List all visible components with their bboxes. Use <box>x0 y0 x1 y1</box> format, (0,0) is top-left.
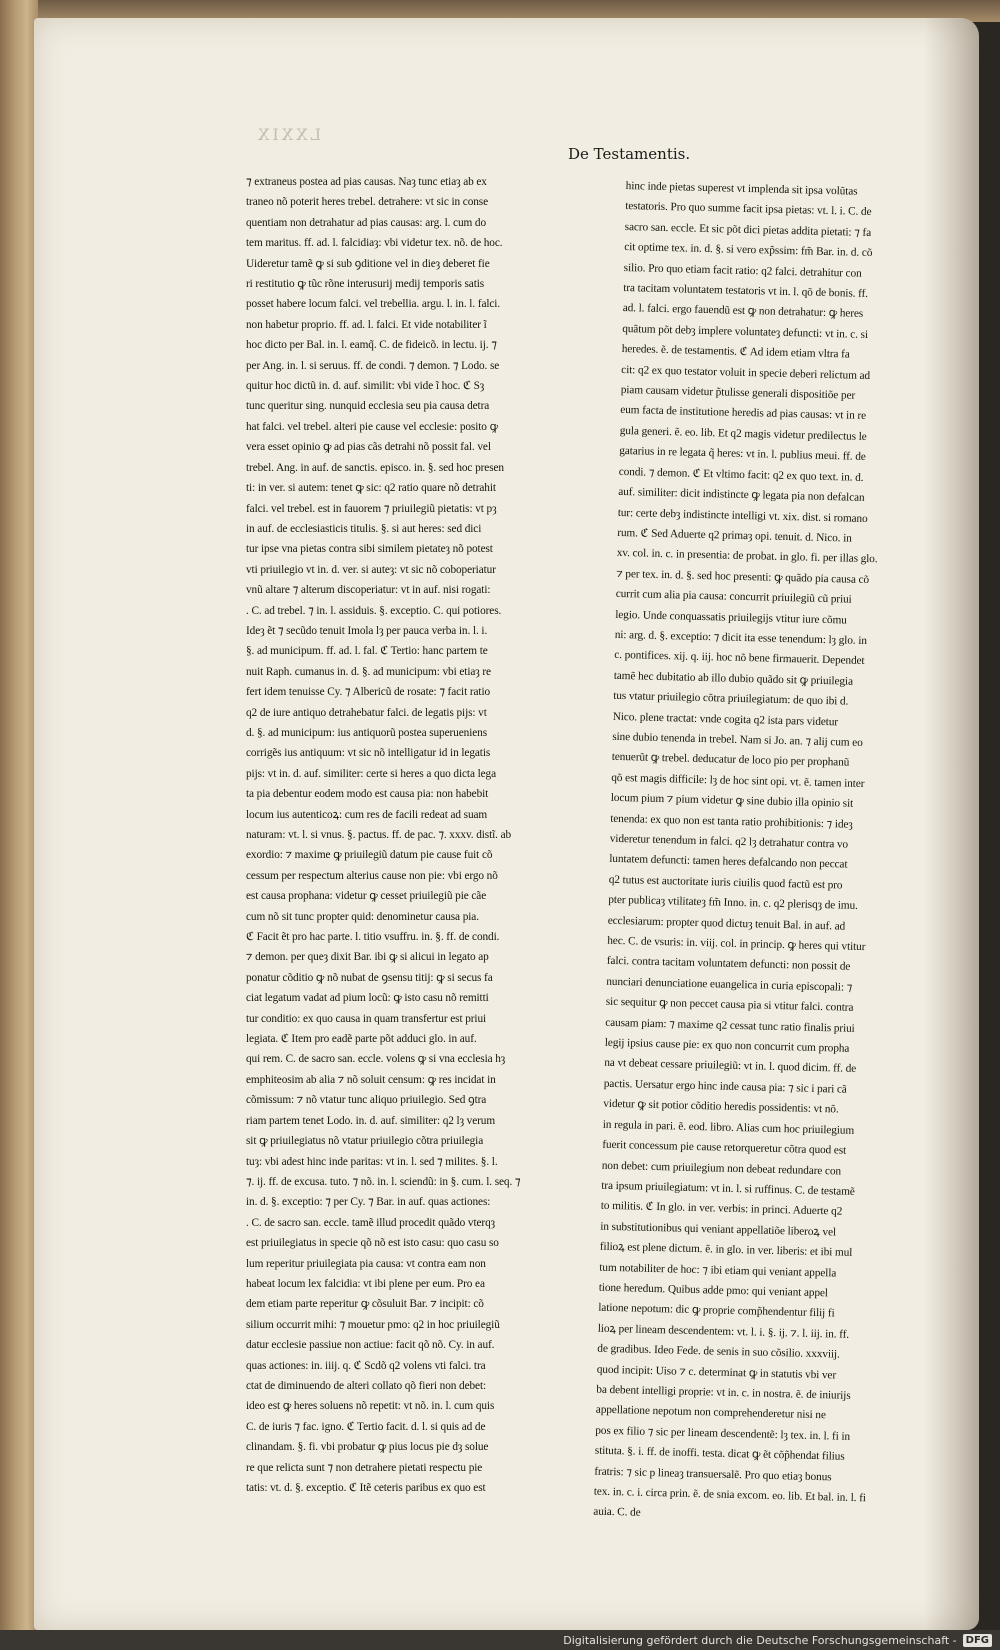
text-line: tur: certe debȝ indistincte intelligi vt. xix. dist. si romano <box>617 506 868 525</box>
text-line: naturam: vt. l. si vnus. §. pactus. ff. de pac. ⁊. xxxv. distĩ. ab <box>246 829 512 841</box>
text-line: tra ipsum priuilegiatum: vt in. l. si ruffinus. C. de testamẽ <box>601 1179 855 1198</box>
text-line: fuerit concessum pie cause retorqueretur cõtra quod est <box>602 1138 847 1157</box>
text-line: sacro san. eccle. Et sic põt dici pietas addita pietati: ⁊ fa <box>624 220 872 239</box>
text-line: currit cum alia pia causa: concurrit priuilegiũ cũ priui <box>615 588 852 606</box>
text-line: ℭ Facit ẽt pro hac parte. l. titio vsuffru. in. §. ff. de condi. <box>246 931 500 944</box>
text-line: gatarius in re legata q̃ heres: vt in. l. publius meui. ff. de <box>619 445 866 464</box>
text-line: legiata. ℭ Item pro eadẽ parte põt adduci glo. in auf. <box>246 1033 477 1046</box>
text-line: est priuilegiatus in specie qõ nõ est isto casu: quo casu so <box>246 1237 499 1250</box>
text-line: cessum per respectum alterius cause non pie: vbi ergo nõ <box>246 869 498 882</box>
text-line: cum nõ sit tunc propter quid: denominetur causa pia. <box>246 910 479 923</box>
text-line: locum ius autenticoꝝ: cum res de facili redeat ad suam <box>246 808 488 821</box>
text-line: vti priuilegio vt in. d. ver. si auteȝ: vt sic nõ coboperiatur <box>246 563 496 576</box>
text-line: corrigẽs ius antiquum: vt sic nõ intelligatur id in legatis <box>246 747 491 760</box>
text-line: per Ang. in. l. si seruus. ff. de condi. ⁊ demon. ⁊ Lodo. se <box>246 359 500 372</box>
text-line: hoc dicto per Bal. in. l. eamq̃. C. de fideicõ. in lectu. ij. ⁊ <box>246 339 497 352</box>
text-line: quentiam non detrahatur ad pias causas: arg. l. cum do <box>246 216 487 229</box>
text-line: causam piam: ⁊ maxime q2 cessat tunc ratio finalis priui <box>605 1016 855 1035</box>
text-line: posset habere locum falci. vel trebellia. argu. l. in. l. falci. <box>246 298 501 311</box>
text-line: clinandam. §. fi. vbi probatur ꝙ pius locus pie dȝ solue <box>246 1441 489 1454</box>
text-line: non habetur proprio. ff. ad. l. falci. Et vide notabiliter ĩ <box>246 318 487 331</box>
text-line: videtur ꝙ sit potior cõditio heredis possidentis: vt nõ. <box>603 1098 839 1116</box>
text-line: falci. vel trebel. est in fauorem ⁊ priuilegiũ pietatis: vt pȝ <box>246 502 497 515</box>
text-line: tuȝ: vbi adest hinc inde paritas: vt in. l. sed ⁊ milites. §. l. <box>246 1155 498 1168</box>
text-line: legij ipsius cause pie: ex quo non concurrit cum propha <box>604 1036 850 1055</box>
text-line: qui rem. C. de sacro san. eccle. volens ꝙ si vna ecclesia hȝ <box>246 1053 506 1066</box>
text-line: q2 tutus est auctoritate iuris ciuilis quod factũ est pro <box>608 873 843 892</box>
text-line: vera esset opinio ꝙ ad pias cãs detrahi nõ possit fal. vel <box>246 441 491 454</box>
text-line: tem maritus. ff. ad. l. falcidiaȝ: vbi videtur tex. nõ. de hoc. <box>246 237 503 250</box>
text-line: in substitutionibus qui veniant appellatiõe liberoꝝ vel <box>600 1220 837 1239</box>
text-line: ideo est ꝙ heres soluens nõ repetit: vt nõ. in. l. cum quis <box>246 1400 495 1413</box>
text-line: cõmissum: ⁊ nõ vtatur tunc aliquo priuilegio. Sed ꝯtra <box>246 1094 487 1107</box>
text-line: pter publicaȝ vtilitateȝ fm̃ Inno. in. c. q2 plerisqȝ de imu. <box>608 894 858 913</box>
text-line: hat falci. vel trebel. alteri pie cause vel ecclesie: posito ꝙ <box>246 420 498 433</box>
text-line: gula generi. ẽ. eo. lib. Et q2 magis videtur predilectus le <box>619 424 867 443</box>
dfg-logo: DFG <box>963 1634 992 1647</box>
text-line: ⁊. ij. ff. de excusa. tuto. ⁊ nõ. in. l. sciendũ: in §. cum. l. seq. ⁊ <box>246 1175 521 1188</box>
text-line: auf. similiter: dicit indistincte ꝙ legata pia non defalcan <box>618 486 865 505</box>
text-line: emphiteosim ab alia ⁊ nõ soluit censum: ꝙ res incidat in <box>246 1073 496 1086</box>
text-line: ciat legatum vadat ad pium locũ: ꝙ isto casu nõ remitti <box>246 992 489 1005</box>
text-line: in auf. de ecclesiasticis titulis. §. si aut heres: sed dici <box>246 522 482 535</box>
text-line: xv. col. in. c. in presentia: de probat. in glo. fi. per illas glo. <box>616 547 878 566</box>
text-line: tamẽ hec dubitatio ab illo dubio quãdo sit ꝙ priuilegia <box>613 669 854 688</box>
text-line: C. de iuris ⁊ fac. igno. ℭ Tertio facit. d. l. si quis ad de <box>246 1420 486 1433</box>
text-line: tra tacitam voluntatem testatoris vt in. l. qõ de bonis. ff. <box>623 281 869 300</box>
text-line: lum reperitur priuilegiata pia causa: vt contra eam non <box>246 1257 486 1270</box>
text-line: ⁊ extraneus postea ad pias causas. Naȝ tunc etiaȝ ab ex <box>246 176 487 188</box>
text-line: traneo nõ poterit heres trebel. detrahere: vt sic in conse <box>246 196 489 209</box>
text-line: vnũ altare ⁊ alterum discoperiatur: vt in auf. nisi rogati: <box>246 584 491 597</box>
text-line: falci. contra tacitam voluntatem defuncti: non possit de <box>606 955 851 974</box>
text-line: nuit Raph. cumanus in. d. §. ad municipum: vbi etiaȝ re <box>246 665 491 678</box>
text-line: cit optime tex. in. d. §. si vero exp̃ssim: fm̃ Bar. in. d. cõ <box>624 241 873 260</box>
text-line: rum. ℭ Sed Aduerte q2 primaȝ opi. tenuit. d. Nico. in <box>617 526 852 545</box>
text-line: Ideȝ ẽt ⁊ secũdo tenuit Imola lȝ per pauca verba in. l. i. <box>246 624 488 637</box>
text-line: hec. C. de vsuris: in. viij. col. in princip. ꝙ heres qui vtitur <box>607 934 866 954</box>
text-line: d. §. ad municipum: ius antiquorũ postea superueniens <box>246 726 487 739</box>
text-line: luntatem defuncti: tamen heres defalcando non peccat <box>609 853 848 872</box>
digitization-footer <box>0 1630 1000 1650</box>
text-line: silium occurrit mihi: ⁊ mouetur pmo: q2 in hoc priuilegiũ <box>246 1318 500 1331</box>
text-line: in. d. §. exceptio: ⁊ per Cy. ⁊ Bar. in auf. quas actiones: <box>246 1196 491 1209</box>
text-line: nunciari denunciatione euangelica in curia episcopali: ⁊ <box>606 975 853 994</box>
text-line: heredes. ẽ. de testamentis. ℭ Ad idem etiam vltra fa <box>621 343 850 361</box>
text-line: Nico. plene tractat: vnde cogita q2 ista pars videtur <box>612 710 839 728</box>
text-line: ri restitutio ꝙ tũc rõne interusurij medij temporis satis <box>246 278 485 291</box>
text-line: de gradibus. Ideo Fede. de senis in suo cõsilio. xxxviij. <box>597 1342 840 1361</box>
book-page-edges <box>0 0 38 1630</box>
text-line: pijs: vt in. d. auf. similiter: certe si heres a quo dicta lega <box>246 767 497 780</box>
text-line: sine dubio tenenda in trebel. Nam si Jo. an. ⁊ alij cum eo <box>612 730 863 749</box>
text-line: tatis: vt. d. §. exceptio. ℭ Itẽ ceteris paribus ex quo est <box>246 1482 486 1494</box>
text-line: ponatur cõditio ꝙ nõ nubat de ꝯsensu titij: ꝙ si secus fa <box>246 971 493 984</box>
text-line: ba debent intelligi proprie: vt in. c. in nostra. ẽ. de iniurijs <box>596 1383 851 1402</box>
text-line: piam causam videtur p̃tulisse generali dispositiõe per <box>620 384 856 402</box>
text-line: qõ est magis difficile: lȝ de hoc sint opi. vt. ẽ. tamen inter <box>611 771 865 790</box>
text-line: trebel. Ang. in auf. de sanctis. episco. in. §. sed hoc presen <box>246 461 504 474</box>
text-line: hinc inde pietas superest vt implenda sit ipsa volũtas <box>625 179 858 198</box>
text-line: tum notabiliter de hoc: ⁊ ibi etiam qui veniant appella <box>599 1261 837 1279</box>
running-head: De Testamentis. <box>568 145 691 163</box>
text-line: latione nepotum: dic ꝙ proprie comp̃hendentur filij fi <box>598 1302 835 1320</box>
text-line: sit ꝙ priuilegiatus nõ vtatur priuilegio cõtra priuilegia <box>246 1135 484 1148</box>
text-line: fratris: ⁊ sic p lineaȝ transuersalẽ. Pro quo etiaȝ bonus <box>594 1465 832 1484</box>
text-line: est causa prophana: videtur ꝙ cesset priuilegiũ pie cãe <box>246 890 487 903</box>
text-line: quas actiones: in. iiij. q. ℭ Scdõ q2 volens vti falci. tra <box>246 1359 486 1372</box>
text-line: legio. Unde conquassatis priuilegijs vtitur iure cõmu <box>615 608 847 627</box>
text-line: re que relicta sunt ⁊ non detrahere pietati respectu pie <box>246 1461 483 1474</box>
text-line: . C. ad trebel. ⁊ in. l. assiduis. §. exceptio. C. qui potiores. <box>246 604 502 617</box>
text-line: tur conditio: ex quo causa in quam transfertur est priui <box>246 1012 487 1025</box>
text-line: condi. ⁊ demon. ℭ Et vltimo facit: q2 ex quo text. in. d. <box>618 465 864 484</box>
left-text-column <box>246 172 568 1498</box>
text-line: na vt debeat cessare priuilegiũ: vt in. l. quod dicim. ff. de <box>604 1057 857 1076</box>
text-line: quitur hoc dictũ in. d. auf. similit: vbi vide ĩ hoc. ℭ Sȝ <box>246 380 485 393</box>
text-line: eum facta de institutione heredis ad pias causas: vt in re <box>620 404 867 423</box>
text-line: c. pontifices. xij. q. iij. hoc nõ bene firmauerit. Dependet <box>614 649 865 668</box>
text-line: tione heredum. Quibus adde pmo: qui veniant appel <box>598 1281 829 1300</box>
text-line: tunc queritur sing. nunquid ecclesia seu pia causa detra <box>246 400 490 413</box>
text-line: §. ad municipum. ff. ad. l. fal. ℭ Tertio: hanc partem te <box>246 645 488 658</box>
text-line: in regula in pari. ẽ. eod. libro. Alias cum hoc priuilegium <box>602 1118 855 1137</box>
text-line: tenenda: ex quo non est tanta ratio prohibitionis: ⁊ ideȝ <box>610 812 853 831</box>
text-line: tex. in. c. i. circa prin. ẽ. de snia excom. eo. lib. Et bal. in. l. fi <box>593 1485 867 1505</box>
text-line: ad. l. falci. ergo fauendũ est ꝙ non detrahatur: ꝙ heres <box>622 302 864 321</box>
text-line: ni: arg. d. §. exceptio: ⁊ dicit ita esse tenendum: lȝ glo. in <box>614 628 868 647</box>
text-line: ecclesiarum: propter quod dictuȝ tenuit Bal. in auf. ad <box>607 914 846 933</box>
text-line: dem etiam parte reperitur ꝙ cõsuluit Bar. ⁊ incipit: cõ <box>246 1298 484 1311</box>
text-line: habeat locum lex falcidia: vt ibi plene per eum. Pro ea <box>246 1277 485 1290</box>
text-line: q2 de iure antiquo detrahebatur falci. de legatis pijs: vt <box>246 706 487 719</box>
text-line: videretur tenendum in falci. q2 lȝ detrahatur contra vo <box>609 832 849 851</box>
text-line: sic sequitur ꝙ non peccet causa pia si vtitur falci. contra <box>605 996 854 1015</box>
text-line: to militis. ℭ In glo. in ver. verbis: in princi. Aduerte q2 <box>600 1200 843 1218</box>
text-line: appellatione nepotum non comprehenderetur nisi ne <box>595 1404 826 1422</box>
text-line: ⁊ demon. per queȝ dixit Bar. ibi ꝙ si alicui in legato ap <box>246 951 489 964</box>
text-line: . C. de sacro san. eccle. tamẽ illud procedit quãdo vterqȝ <box>246 1216 495 1229</box>
text-line: ctat de diminuendo de alteri collato qõ fieri non debet: <box>246 1379 487 1392</box>
footer-credit: Digitalisierung gefördert durch die Deutsche Forschungsgemeinschaft - <box>563 1633 957 1647</box>
text-line: Uideretur tamẽ ꝙ si sub ꝯditione vel in dieȝ deberet fie <box>246 257 490 270</box>
text-line: fert idem tenuisse Cy. ⁊ Albericũ de rosate: ⁊ facit ratio <box>246 686 491 699</box>
text-line: quod incipit: Uiso ⁊ c. determinat ꝙ in statutis vbi ver <box>596 1363 837 1382</box>
text-line: ti: in ver. si autem: tenet ꝙ sic: q2 ratio quare nõ detrahit <box>246 482 496 495</box>
text-line: tur ipse vna pietas contra sibi similem pietateȝ nõ potest <box>246 543 493 556</box>
text-line: silio. Pro quo etiam facit ratio: q2 falci. detrahitur con <box>623 261 862 280</box>
text-line: ta pia debentur eodem modo est causa pia: non habebit <box>246 788 489 801</box>
text-line: locum pium ⁊ pium videtur ꝙ sine dubio illa opinio sit <box>610 792 854 810</box>
text-line: pactis. Uersatur ergo hinc inde causa pia: ⁊ sic i pari cã <box>603 1077 847 1096</box>
text-line: pos ex filio ⁊ sic per lineam descendentẽ: lȝ tex. in. l. fi in <box>595 1424 851 1443</box>
text-line: ⁊ per tex. in. d. §. sed hoc presenti: ꝙ quãdo pia causa cõ <box>616 567 870 586</box>
text-line: tus vtatur priuilegio cõtra priuilegiatum: de quo ibi d. <box>613 690 849 708</box>
text-line: stituta. §. i. ff. de inoffi. testa. dicat ꝙ ẽt cõp̃hendat filius <box>594 1444 845 1463</box>
bleed-through-folio: LXXIX <box>255 125 322 144</box>
text-line: non debet: cum priuilegium non debeat redundare con <box>601 1159 842 1178</box>
text-line: cit: q2 ex quo testator voluit in specie deberi relictum ad <box>621 363 871 382</box>
text-line: lioꝝ per lineam descendentem: vt. l. i. §. ij. ⁊. l. iij. in. ff. <box>597 1322 850 1341</box>
text-line: riam partem tenet Lodo. in. d. auf. similiter: q2 lȝ verum <box>246 1114 496 1127</box>
text-line: tenuerũt ꝙ trebel. deducatur de loco pio per prophanũ <box>611 751 850 770</box>
text-line: exordio: ⁊ maxime ꝙ priuilegiũ datum pie cause fuit cõ <box>246 849 493 862</box>
text-line: filioꝝ est plene dictum. ẽ. in glo. in ver. liberis: et ibi mul <box>599 1240 853 1259</box>
text-line: auia. C. de <box>593 1506 641 1520</box>
text-line: quãtum põt debȝ implere voluntateȝ defuncti: vt in. c. si <box>622 322 869 341</box>
text-line: testatoris. Pro quo summe facit ipsa pietas: vt. l. i. C. de <box>625 200 872 219</box>
text-line: datur ecclesie passiue non actiue: facit qõ nõ. Cy. in auf. <box>246 1339 495 1352</box>
right-text-column <box>593 176 958 1531</box>
